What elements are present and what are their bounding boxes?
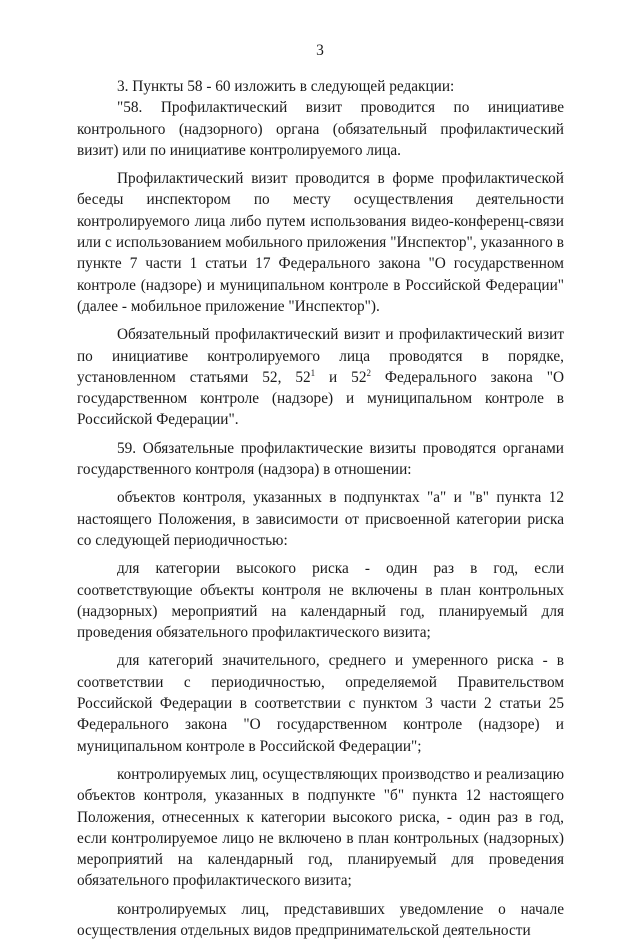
visit-procedure-text-b: и 52 xyxy=(315,368,367,386)
visit-procedure-text-c: Федерального закона "О государственном контроле (надзоре) и муниципальном контроле в Российской Федерации". xyxy=(77,368,564,429)
paragraph-controlled-persons: контролируемых лиц, осуществляющих производство и реализацию объектов контроля, указанных в подпункте "б" пункта 12 настоящего Положения, отнесенных к категории высокого риска, - один раз в год, если контролируемое лицо не включено в план контрольных (надзорных) мероприятий на календарный год, планируемый для проведения обязательного профилактического визита; xyxy=(77,765,564,890)
visit-procedure-text-a: Обязательный профилактический визит и профилактический визит по инициативе контролируемого лица проводятся в порядке, установленном статьями 52, 52 xyxy=(77,326,564,386)
paragraph-control-objects: объектов контроля, указанных в подпунктах "а" и "в" пункта 12 настоящего Положения, в зависимости от присвоенной категории риска со следующей периодичностью: xyxy=(77,489,564,549)
paragraph-other-risk: для категорий значительного, среднего и умеренного риска - в соответствии с периодичностью, определяемой Правительством Российской Федерации в соответствии с пунктом 3 части 2 статьи 25 Федерального закона "О государственном контроле (надзоре) и муниципальном контроле в Российской Федерации"; xyxy=(77,652,564,755)
paragraph-visit-procedure xyxy=(77,324,564,430)
superscript-article-52-1: 1 xyxy=(310,367,316,378)
superscript-article-52-2: 2 xyxy=(366,367,371,378)
document-body xyxy=(77,76,564,941)
paragraph-visit-form: Профилактический визит проводится в форме профилактической беседы инспектором по месту осуществления деятельности контролируемого лица либо путем использования видео-конференц-связи или с использованием мобильного приложения "Инспектор", указанного в пункте 7 части 1 статьи 17 Федерального закона "О государственном контроле (надзоре) и муниципальном контроле в Российской Федерации" (далее - мобильное приложение "Инспектор"). xyxy=(77,170,564,315)
page-number: 3 xyxy=(316,42,324,59)
paragraph-item-58: "58. Профилактический визит проводится по инициативе контрольного (надзорного) органа (обязательный профилактический визит) или по инициативе контролируемого лица. xyxy=(77,99,564,159)
paragraph-item-59: 59. Обязательные профилактические визиты проводятся органами государственного контроля (надзора) в отношении: xyxy=(77,439,564,479)
paragraph-notification: контролируемых лиц, представивших уведомление о начале осуществления отдельных видов предпринимательской деятельности xyxy=(77,900,564,939)
paragraph-amendment-intro: 3. Пункты 58 - 60 изложить в следующей редакции: xyxy=(117,78,455,95)
paragraph-high-risk: для категории высокого риска - один раз в год, если соответствующие объекты контроля не включены в план контрольных (надзорных) мероприятий на календарный год, планируемый для проведения обязательного профилактического визита; xyxy=(77,560,564,642)
